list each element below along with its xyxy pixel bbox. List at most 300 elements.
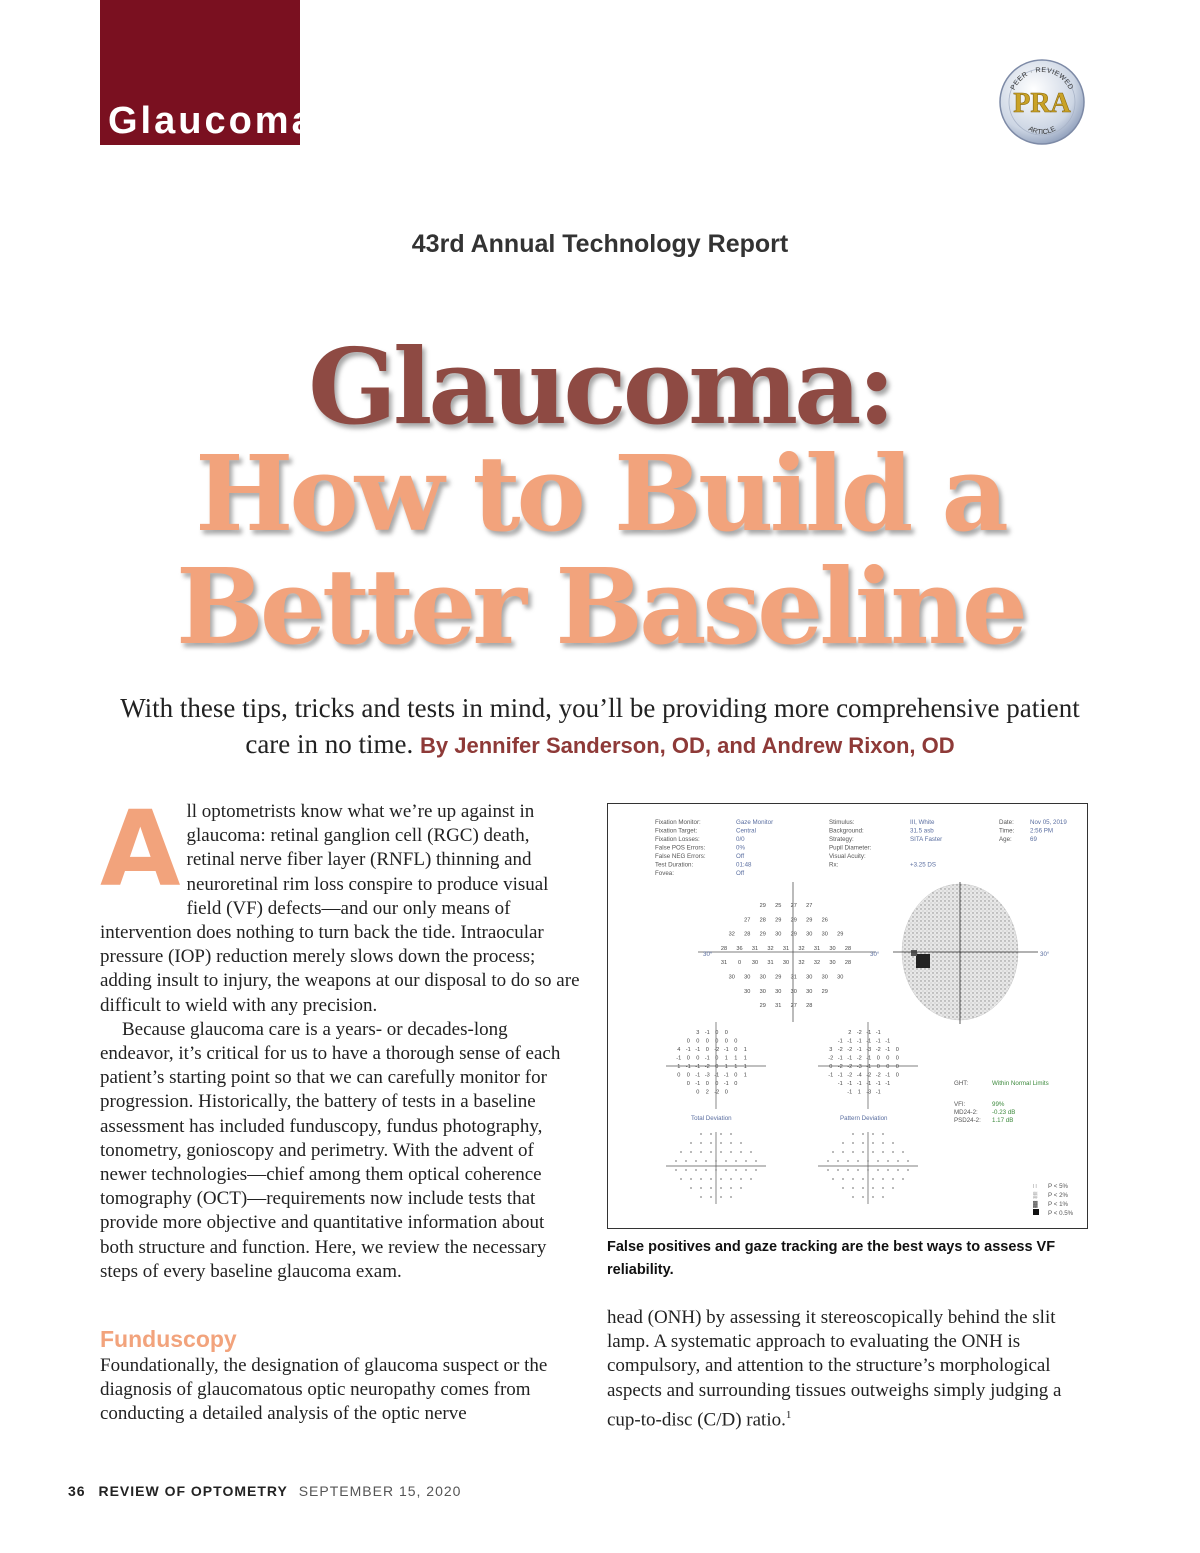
paragraph-2: Because glaucoma care is a years- or decades-long endeavor, it’s critical for us to have a thorough sense of each patient’s starting point so that we can carefully monitor for progression. Historically, the battery of tests in a baseline assessment has included funduscopy, fundus photography, tonometry, gonioscopy and perimetry. With the advent of newer technologies—chief among them optical coherence tomography (OCT)—requirements now include tests that provide more objective and quantitative information about both structure and function. Here, we review the necessary steps of every baseline glaucoma exam. bbox=[100, 1018, 561, 1282]
vf-cell-value: 27 bbox=[744, 917, 751, 924]
vf-cell-value: 1 bbox=[743, 1055, 747, 1062]
probability-point bbox=[902, 1178, 904, 1180]
vf-cell-value: 0 bbox=[724, 1030, 728, 1036]
probability-point bbox=[695, 1160, 697, 1162]
vf-cell-value: -3 bbox=[704, 1072, 710, 1079]
vf-cell-value: 3 bbox=[696, 1030, 700, 1036]
legend-item-1: P < 5% bbox=[1048, 1183, 1069, 1190]
vf-cell-value: 28 bbox=[844, 945, 852, 952]
vf-cell-value: -1 bbox=[676, 1055, 682, 1062]
vf-cell-value: 29 bbox=[759, 931, 766, 938]
legend-symbol-1: ∷ bbox=[1033, 1183, 1037, 1190]
dek bbox=[100, 690, 1100, 764]
probability-point bbox=[882, 1151, 884, 1153]
vf-cell-value: 28 bbox=[720, 945, 728, 952]
probability-point bbox=[755, 1160, 757, 1162]
probability-point bbox=[852, 1178, 854, 1180]
vf-cell-value: 0 bbox=[734, 1072, 738, 1079]
vf-cell-value: -2 bbox=[875, 1072, 881, 1079]
vf-cell-value: 30 bbox=[806, 931, 813, 938]
vf-cell-value: 30 bbox=[829, 960, 836, 967]
vf-cell-value: 29 bbox=[837, 931, 844, 938]
vf-cell-value: 0 bbox=[734, 1047, 738, 1053]
vf-cell-value: 30 bbox=[821, 931, 828, 938]
ght-label: GHT: bbox=[954, 1080, 969, 1087]
vf-cell-value: 0 bbox=[696, 1038, 700, 1045]
vf-cell-value: 1 bbox=[743, 1047, 747, 1053]
probability-point bbox=[715, 1160, 717, 1162]
probability-point bbox=[852, 1151, 854, 1153]
vf-cell-value: -2 bbox=[704, 1064, 710, 1070]
vf-cell-value: 31 bbox=[720, 960, 728, 967]
probability-point bbox=[877, 1169, 879, 1171]
vf-cell-value: 29 bbox=[759, 1003, 766, 1010]
probability-point bbox=[892, 1187, 894, 1189]
vf-cell-value: 36 bbox=[736, 945, 743, 952]
vf-info-value: 01:48 bbox=[736, 861, 752, 869]
vf-cell-value: 31 bbox=[790, 974, 797, 981]
vf-cell-value: -1 bbox=[847, 1055, 853, 1062]
vf-cell-value: 31 bbox=[813, 945, 821, 952]
vf-info-value: 31.5 asb bbox=[910, 827, 934, 835]
vf-cell-value: 0 bbox=[705, 1047, 709, 1053]
vf-cell-value: 2 bbox=[705, 1089, 709, 1096]
vf-cell-value: -1 bbox=[685, 1047, 691, 1053]
probability-point bbox=[710, 1142, 712, 1144]
vf-cell-value: 0 bbox=[715, 1038, 719, 1045]
probability-point bbox=[710, 1178, 712, 1180]
probability-point bbox=[700, 1196, 702, 1198]
probability-point bbox=[827, 1160, 829, 1162]
vf-cell-value: -2 bbox=[847, 1072, 853, 1079]
vf-cell-value: 0 bbox=[895, 1047, 899, 1053]
probability-point bbox=[847, 1169, 849, 1171]
vf-info-label: Strategy: bbox=[829, 836, 854, 843]
ght-value: Within Normal Limits bbox=[992, 1080, 1049, 1087]
probability-point bbox=[700, 1151, 702, 1153]
psd-label: PSD24-2: bbox=[954, 1117, 981, 1124]
vf-cell-value: 1 bbox=[743, 1064, 747, 1070]
vf-cell-value: 30 bbox=[759, 988, 766, 995]
probability-point bbox=[902, 1151, 904, 1153]
vfi-label: VFI: bbox=[954, 1101, 966, 1108]
probability-point bbox=[842, 1151, 844, 1153]
svg-text:ARTICLE: ARTICLE bbox=[1027, 125, 1057, 137]
probability-point bbox=[740, 1151, 742, 1153]
probability-point bbox=[867, 1160, 869, 1162]
vf-cell-value: -2 bbox=[856, 1030, 862, 1036]
vf-cell-value: 0 bbox=[734, 1038, 738, 1045]
vf-cell-value: 30 bbox=[806, 974, 813, 981]
probability-point bbox=[675, 1160, 677, 1162]
vf-cell-value: 29 bbox=[775, 974, 782, 981]
vf-cell-value: 0 bbox=[705, 1038, 709, 1045]
probability-point bbox=[892, 1142, 894, 1144]
vf-cell-value: 1 bbox=[677, 1064, 681, 1070]
left-column bbox=[100, 788, 580, 1284]
probability-point bbox=[897, 1160, 899, 1162]
probability-point bbox=[720, 1178, 722, 1180]
vf-cell-value: -1 bbox=[866, 1064, 872, 1070]
psd-value: 1.17 dB bbox=[992, 1117, 1014, 1124]
probability-point bbox=[730, 1151, 732, 1153]
badge-letters: PRA bbox=[1013, 88, 1071, 119]
probability-point bbox=[852, 1133, 854, 1135]
vf-info-label: Background: bbox=[829, 827, 864, 835]
vf-cell-value: 32 bbox=[767, 945, 774, 952]
md-value: -0.23 dB bbox=[992, 1109, 1016, 1116]
legend-symbol-2: ▒ bbox=[1033, 1192, 1038, 1199]
probability-point bbox=[872, 1187, 874, 1189]
vf-cell-value: -1 bbox=[837, 1081, 843, 1087]
probability-point bbox=[680, 1178, 682, 1180]
probability-point bbox=[892, 1151, 894, 1153]
probability-point bbox=[887, 1160, 889, 1162]
headline-line-2: How to Build a bbox=[195, 432, 1005, 555]
vf-cell-value: -1 bbox=[695, 1072, 701, 1079]
vf-cell-value: -1 bbox=[837, 1055, 843, 1062]
vf-cell-value: 28 bbox=[806, 1003, 813, 1010]
probability-point bbox=[892, 1178, 894, 1180]
probability-point bbox=[852, 1142, 854, 1144]
probability-point bbox=[862, 1178, 864, 1180]
probability-point bbox=[862, 1196, 864, 1198]
paragraph-intro: All optometrists know what we’re up against in glaucoma: retinal ganglion cell (RGC) death, retinal nerve fiber layer (RNFL) thinning and neuroretinal rim loss conspire to produce visual field (VF) defects—and our only means of intervention does nothing to turn back the tide. Intraocular pressure (IOP) reduction merely slows down the process; adding insult to injury, the weapons at our disposal to do so are difficult to wield with any precision. bbox=[100, 788, 580, 1016]
probability-point bbox=[705, 1160, 707, 1162]
vf-cell-value: -1 bbox=[885, 1047, 891, 1053]
legend-item-3: P < 1% bbox=[1048, 1201, 1069, 1208]
vf-cell-value: 2 bbox=[848, 1030, 852, 1036]
probability-point bbox=[710, 1133, 712, 1135]
vf-cell-value: -2 bbox=[847, 1047, 853, 1053]
vf-cell-value: 1 bbox=[724, 1064, 728, 1070]
vf-cell-value: -2 bbox=[837, 1047, 843, 1053]
vf-cell-value: 29 bbox=[790, 931, 797, 938]
vf-cell-value: -1 bbox=[885, 1038, 891, 1045]
probability-point bbox=[857, 1169, 859, 1171]
vf-cell-value: -1 bbox=[847, 1038, 853, 1045]
vf-info-label: Fixation Losses: bbox=[655, 836, 700, 843]
vf-info-value: Central bbox=[736, 827, 756, 835]
vf-cell-value: 0 bbox=[696, 1089, 700, 1096]
vf-cell-value: -2 bbox=[837, 1064, 843, 1070]
probability-point bbox=[725, 1160, 727, 1162]
vf-cell-value: -1 bbox=[828, 1072, 834, 1079]
vf-cell-value: 0 bbox=[724, 1038, 728, 1045]
vf-cell-value: 30 bbox=[829, 945, 836, 952]
probability-point bbox=[872, 1142, 874, 1144]
probability-point bbox=[857, 1160, 859, 1162]
vf-cell-value: 27 bbox=[790, 1003, 797, 1010]
report-label: 43rd Annual Technology Report bbox=[411, 230, 789, 258]
vf-info-label: False POS Errors: bbox=[655, 844, 706, 852]
probability-point bbox=[730, 1178, 732, 1180]
vf-cell-value: 29 bbox=[775, 917, 782, 924]
svg-text:PEER · REVIEWED: PEER · REVIEWED bbox=[1009, 66, 1075, 92]
legend-symbol-4 bbox=[1033, 1209, 1039, 1215]
issue-date: SEPTEMBER 15, 2020 bbox=[298, 1483, 462, 1499]
vf-cell-value: 27 bbox=[790, 903, 797, 909]
axis-label-left: 30° bbox=[703, 951, 713, 958]
probability-point bbox=[827, 1169, 829, 1171]
section-tab-label: Glaucoma bbox=[108, 100, 316, 142]
page-number: 36 bbox=[68, 1483, 86, 1499]
axis-label-right: 30° bbox=[870, 951, 880, 958]
probability-point bbox=[695, 1169, 697, 1171]
probability-point bbox=[897, 1169, 899, 1171]
vf-cell-value: -1 bbox=[856, 1081, 862, 1087]
vf-cell-value: 25 bbox=[775, 903, 782, 909]
vf-cell-value: 0 bbox=[895, 1072, 899, 1079]
vf-cell-value: -3 bbox=[856, 1064, 862, 1070]
probability-point bbox=[745, 1169, 747, 1171]
probability-point bbox=[862, 1187, 864, 1189]
probability-point bbox=[690, 1142, 692, 1144]
probability-point bbox=[725, 1169, 727, 1171]
legend-item-4: P < 0.5% bbox=[1048, 1210, 1074, 1217]
vf-info-value: 0/0 bbox=[736, 836, 745, 843]
probability-point bbox=[862, 1151, 864, 1153]
vf-cell-value: -1 bbox=[866, 1038, 872, 1045]
vf-info-value: III, White bbox=[910, 819, 935, 826]
vf-info-value: SITA Faster bbox=[910, 836, 943, 843]
probability-point bbox=[832, 1178, 834, 1180]
vf-cell-value: 0 bbox=[895, 1055, 899, 1062]
section-heading-funduscopy: Funduscopy bbox=[100, 1326, 237, 1352]
vf-cell-value: 29 bbox=[790, 917, 797, 924]
probability-point bbox=[882, 1142, 884, 1144]
section-tab bbox=[100, 0, 316, 145]
probability-point bbox=[882, 1196, 884, 1198]
probability-point bbox=[690, 1151, 692, 1153]
vf-info-label: Pupil Diameter: bbox=[829, 844, 872, 852]
probability-point bbox=[690, 1178, 692, 1180]
visual-field-printout-figure bbox=[607, 803, 1088, 1229]
probability-point bbox=[862, 1142, 864, 1144]
vf-info-label: Fixation Target: bbox=[655, 827, 698, 835]
vf-cell-value: 28 bbox=[744, 931, 751, 938]
vf-cell-value: -1 bbox=[723, 1072, 729, 1079]
probability-point bbox=[842, 1142, 844, 1144]
probability-point bbox=[907, 1160, 909, 1162]
probability-point bbox=[700, 1187, 702, 1189]
vf-cell-value: -1 bbox=[856, 1038, 862, 1045]
vf-cell-value: 1 bbox=[857, 1089, 861, 1096]
vf-cell-value: 27 bbox=[806, 903, 813, 909]
probability-point bbox=[872, 1178, 874, 1180]
vf-cell-value: 0 bbox=[696, 1055, 700, 1062]
vf-cell-value: 0 bbox=[715, 1064, 719, 1070]
vf-cell-value: -1 bbox=[856, 1047, 862, 1053]
vf-cell-value: 30 bbox=[744, 974, 751, 981]
probability-point bbox=[730, 1187, 732, 1189]
probability-point bbox=[720, 1196, 722, 1198]
vf-cell-value: 29 bbox=[821, 988, 828, 995]
vf-cell-value: 3 bbox=[829, 1047, 833, 1053]
vf-cell-value: 30 bbox=[751, 960, 759, 967]
vf-cell-value: 1 bbox=[734, 1064, 738, 1070]
vf-cell-value: -2 bbox=[856, 1055, 862, 1062]
vf-cell-value: 30 bbox=[775, 931, 782, 938]
vf-info-value: 0% bbox=[736, 844, 745, 852]
probability-point bbox=[750, 1151, 752, 1153]
probability-point bbox=[842, 1187, 844, 1189]
magazine-name: REVIEW OF OPTOMETRY bbox=[98, 1483, 288, 1499]
vf-cell-value: -1 bbox=[847, 1081, 853, 1087]
vf-info-label: Stimulus: bbox=[829, 819, 855, 826]
probability-point bbox=[690, 1187, 692, 1189]
probability-point bbox=[730, 1133, 732, 1135]
vf-cell-value: 32 bbox=[728, 931, 735, 938]
probability-point bbox=[700, 1133, 702, 1135]
probability-point bbox=[755, 1169, 757, 1171]
vf-cell-value: -1 bbox=[885, 1072, 891, 1079]
vf-cell-value: 0 bbox=[715, 1081, 719, 1087]
dek-text: With these tips, tricks and tests in mind, you’ll be providing more comprehensive patient care in no time. bbox=[120, 693, 1080, 759]
vf-cell-value: 30 bbox=[837, 974, 844, 981]
vf-cell-value: 0 bbox=[886, 1055, 890, 1062]
vf-cell-value: 30 bbox=[782, 960, 790, 967]
vf-cell-value: -1 bbox=[847, 1089, 853, 1096]
md-label: MD24-2: bbox=[954, 1109, 978, 1116]
probability-point bbox=[862, 1133, 864, 1135]
vf-cell-value: -1 bbox=[685, 1064, 691, 1070]
probability-point bbox=[832, 1151, 834, 1153]
vf-cell-value: -3 bbox=[866, 1047, 872, 1053]
vf-cell-value: -2 bbox=[828, 1055, 834, 1062]
probability-point bbox=[700, 1142, 702, 1144]
vf-cell-value: 0 bbox=[686, 1055, 690, 1062]
vf-cell-value: -2 bbox=[875, 1047, 881, 1053]
probability-point bbox=[842, 1178, 844, 1180]
vf-cell-value: 26 bbox=[821, 917, 828, 924]
vf-info-value: Off bbox=[736, 853, 745, 860]
vf-info-value: 2:56 PM bbox=[1030, 827, 1054, 835]
vf-cell-value: -1 bbox=[866, 1055, 872, 1062]
threshold-values bbox=[721, 903, 851, 1009]
probability-point bbox=[720, 1133, 722, 1135]
probability-point bbox=[715, 1169, 717, 1171]
vf-cell-value: 31 bbox=[751, 945, 759, 952]
vf-cell-value: 0 bbox=[886, 1064, 890, 1070]
vf-cell-value: -1 bbox=[866, 1030, 872, 1036]
vf-cell-value: -1 bbox=[695, 1064, 701, 1070]
vf-cell-value: 30 bbox=[728, 974, 735, 981]
probability-point bbox=[730, 1196, 732, 1198]
vf-cell-value: -2 bbox=[847, 1064, 853, 1070]
probability-point bbox=[710, 1151, 712, 1153]
vf-cell-value: 1 bbox=[734, 1055, 738, 1062]
vf-info-value: Nov 05, 2019 bbox=[1030, 819, 1067, 826]
vf-cell-value: -2 bbox=[714, 1047, 720, 1053]
vfi-value: 99% bbox=[992, 1101, 1005, 1108]
vf-cell-value: -1 bbox=[704, 1030, 710, 1036]
greyscale-plot bbox=[893, 882, 1050, 1024]
probability-point bbox=[877, 1160, 879, 1162]
vf-header-info bbox=[655, 819, 1067, 877]
vf-cell-value: -3 bbox=[866, 1089, 872, 1096]
vf-cell-value: 0 bbox=[677, 1072, 681, 1079]
vf-cell-value: 32 bbox=[798, 945, 805, 952]
vf-cell-value: -1 bbox=[885, 1081, 891, 1087]
probability-point bbox=[720, 1142, 722, 1144]
probability-point bbox=[837, 1160, 839, 1162]
probability-point bbox=[847, 1160, 849, 1162]
probability-point bbox=[685, 1169, 687, 1171]
vf-cell-value: 4 bbox=[677, 1047, 681, 1053]
vf-info-label: Age: bbox=[999, 836, 1012, 843]
vf-cell-value: 31 bbox=[782, 945, 790, 952]
vf-cell-value: 0 bbox=[686, 1072, 690, 1079]
vf-cell-value: -1 bbox=[723, 1047, 729, 1053]
vf-cell-value: 30 bbox=[744, 988, 751, 995]
probability-point bbox=[720, 1151, 722, 1153]
probability-point bbox=[710, 1196, 712, 1198]
vf-cell-value: 0 bbox=[686, 1038, 690, 1045]
total-deviation-values bbox=[676, 1030, 747, 1096]
vf-cell-value: -2 bbox=[714, 1089, 720, 1096]
vf-info-label: False NEG Errors: bbox=[655, 853, 706, 860]
pattern-deviation-values bbox=[828, 1030, 899, 1096]
vf-cell-value: 31 bbox=[775, 1003, 782, 1010]
paragraph-funduscopy: Foundationally, the designation of glaucoma suspect or the diagnosis of glaucomatous optic neuropathy comes from conducting a detailed analysis of the optic nerve bbox=[100, 1355, 548, 1425]
peer-reviewed-badge-icon bbox=[998, 58, 1086, 146]
vf-info-label: Time: bbox=[999, 827, 1015, 835]
vf-cell-value: 29 bbox=[806, 917, 813, 924]
figure-caption: False positives and gaze tracking are the best ways to assess VF reliability. bbox=[607, 1239, 1056, 1278]
probability-point bbox=[740, 1187, 742, 1189]
vf-cell-value: 30 bbox=[759, 974, 766, 981]
visual-field-printout bbox=[608, 804, 1087, 1228]
probability-plots bbox=[675, 1133, 909, 1198]
vf-cell-value: -1 bbox=[866, 1081, 872, 1087]
probability-point bbox=[745, 1160, 747, 1162]
vf-cell-value: 28 bbox=[844, 960, 852, 967]
vf-cell-value: 0 bbox=[724, 1089, 728, 1096]
vf-cell-value: 29 bbox=[759, 903, 766, 909]
vf-cell-value: -1 bbox=[875, 1081, 881, 1087]
vf-info-label: Fovea: bbox=[655, 870, 674, 877]
probability-point bbox=[700, 1178, 702, 1180]
probability-point bbox=[872, 1133, 874, 1135]
probability-point bbox=[705, 1169, 707, 1171]
vf-cell-value: -4 bbox=[856, 1072, 862, 1079]
vf-cell-value: -1 bbox=[875, 1089, 881, 1096]
vf-info-label: Rx: bbox=[829, 861, 839, 869]
vf-cell-value: 0 bbox=[737, 960, 742, 967]
vf-info-label: Date: bbox=[999, 819, 1014, 826]
probability-point bbox=[837, 1169, 839, 1171]
vf-cell-value: 30 bbox=[790, 988, 797, 995]
vf-cell-value: 28 bbox=[759, 917, 766, 924]
probability-point bbox=[867, 1169, 869, 1171]
probability-point bbox=[735, 1160, 737, 1162]
probability-point bbox=[882, 1133, 884, 1135]
total-deviation-label: Total Deviation bbox=[691, 1115, 732, 1122]
vf-cell-value: 1 bbox=[743, 1072, 747, 1079]
vf-cell-value: -1 bbox=[723, 1081, 729, 1087]
probability-point bbox=[887, 1169, 889, 1171]
probability-point bbox=[872, 1151, 874, 1153]
vf-cell-value: -1 bbox=[714, 1072, 720, 1079]
vf-cell-value: 0 bbox=[715, 1030, 719, 1036]
probability-point bbox=[720, 1187, 722, 1189]
headline-line-3: Better Baseline bbox=[175, 545, 1025, 668]
probability-point bbox=[730, 1142, 732, 1144]
paragraph-onh: head (ONH) by assessing it stereoscopically behind the slit lamp. A systematic approach to evaluating the ONH is compulsory, and attention to the structure’s morphological aspects and surrounding tissues outweighs simply judging a cup-to-disc (C/D) ratio.$^1$ bbox=[607, 1307, 1062, 1431]
vf-cell-value: 0 bbox=[686, 1081, 690, 1087]
greyscale-axis-label: 30° bbox=[1040, 951, 1050, 958]
